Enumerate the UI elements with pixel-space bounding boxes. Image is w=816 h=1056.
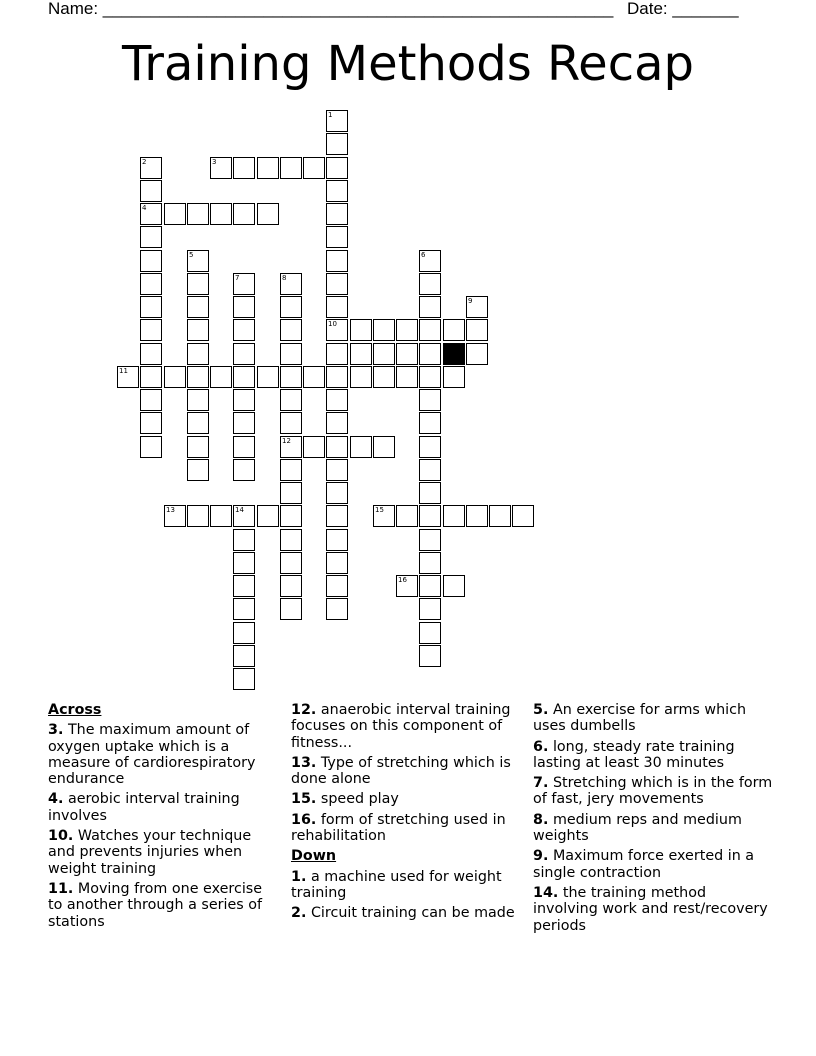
clue-number: 4. (48, 791, 64, 808)
grid-cell[interactable] (350, 436, 372, 458)
clue-number: 1. (291, 868, 307, 885)
grid-cell[interactable] (396, 319, 418, 341)
grid-cell[interactable] (280, 598, 302, 620)
grid-cell[interactable] (187, 250, 209, 272)
grid-cell[interactable] (140, 157, 162, 179)
grid-cell[interactable] (326, 575, 348, 597)
clue-text: Maximum force exerted in a single contraction (533, 848, 755, 881)
grid-cell[interactable] (443, 505, 465, 527)
cell-number: 2 (142, 158, 147, 166)
clue-number: 9. (533, 848, 549, 865)
black-cell (443, 343, 465, 365)
grid-cell[interactable] (419, 296, 441, 318)
grid-cell[interactable] (419, 319, 441, 341)
clue-number: 8. (533, 811, 549, 828)
grid-cell[interactable] (326, 482, 348, 504)
clue-text: anaerobic interval training focuses on this component of fitness... (291, 702, 511, 751)
grid-cell[interactable] (419, 343, 441, 365)
clue-text: a machine used for weight training (291, 868, 502, 901)
grid-cell[interactable] (280, 436, 302, 458)
clue-down-2 (291, 905, 523, 921)
clue-number: 5. (533, 702, 549, 718)
clue-number: 16. (291, 811, 317, 828)
grid-cell[interactable] (187, 436, 209, 458)
grid-cell[interactable] (326, 203, 348, 225)
grid-cell[interactable] (164, 203, 186, 225)
clue-across-15 (291, 791, 523, 807)
cell-number: 11 (119, 367, 128, 375)
grid-cell[interactable] (466, 319, 488, 341)
clue-text: Watches your technique and prevents injuries when weight training (48, 828, 252, 877)
grid-cell[interactable] (326, 133, 348, 155)
date-label: Date: (627, 0, 673, 18)
grid-cell[interactable] (303, 157, 325, 179)
grid-cell[interactable] (326, 412, 348, 434)
clue-down-5 (533, 702, 773, 735)
cell-number: 7 (235, 274, 240, 282)
grid-cell[interactable] (233, 598, 255, 620)
grid-cell[interactable] (187, 273, 209, 295)
grid-cell[interactable] (233, 157, 255, 179)
clue-column-2 (291, 702, 523, 926)
grid-cell[interactable] (187, 203, 209, 225)
across-heading: Across (48, 702, 102, 718)
grid-cell[interactable] (419, 436, 441, 458)
grid-cell[interactable] (164, 366, 186, 388)
grid-cell[interactable] (187, 412, 209, 434)
grid-cell[interactable] (164, 505, 186, 527)
page-title: Training Methods Recap (122, 36, 694, 92)
clue-number: 6. (533, 738, 549, 755)
cell-number: 4 (142, 204, 147, 212)
grid-cell[interactable] (280, 412, 302, 434)
clue-across-3 (48, 722, 280, 787)
cell-number: 12 (282, 437, 291, 445)
grid-cell[interactable] (280, 366, 302, 388)
grid-cell[interactable] (443, 366, 465, 388)
grid-cell[interactable] (257, 203, 279, 225)
grid-cell[interactable] (326, 157, 348, 179)
clue-text: Moving from one exercise to another through a series of stations (48, 880, 263, 930)
grid-cell[interactable] (326, 436, 348, 458)
name-label: Name: (48, 0, 103, 18)
grid-cell[interactable] (140, 319, 162, 341)
clue-across-10 (48, 828, 280, 877)
grid-cell[interactable] (280, 343, 302, 365)
grid-cell[interactable] (233, 459, 255, 481)
grid-cell[interactable] (419, 389, 441, 411)
grid-cell[interactable] (396, 343, 418, 365)
grid-cell[interactable] (373, 366, 395, 388)
grid-cell[interactable] (187, 319, 209, 341)
clue-number: 15. (291, 791, 317, 808)
clue-text: Stretching which is in the form of fast, jery movements (533, 775, 773, 808)
grid-cell[interactable] (233, 436, 255, 458)
clue-number: 10. (48, 828, 74, 845)
grid-cell[interactable] (419, 622, 441, 644)
grid-cell[interactable] (280, 296, 302, 318)
grid-cell[interactable] (187, 459, 209, 481)
grid-cell[interactable] (233, 389, 255, 411)
clue-text: Circuit training can be made (310, 905, 515, 922)
grid-cell[interactable] (512, 505, 534, 527)
down-heading: Down (291, 848, 337, 865)
grid-cell[interactable] (326, 389, 348, 411)
grid-cell[interactable] (257, 157, 279, 179)
grid-cell[interactable] (233, 575, 255, 597)
grid-cell[interactable] (373, 343, 395, 365)
clue-number: 7. (533, 775, 549, 792)
grid-cell[interactable] (326, 343, 348, 365)
grid-cell[interactable] (233, 668, 255, 690)
grid-cell[interactable] (303, 366, 325, 388)
clue-text: form of stretching used in rehabilitation (291, 811, 506, 845)
grid-cell[interactable] (140, 226, 162, 248)
grid-cell[interactable] (326, 598, 348, 620)
cell-number: 14 (235, 506, 244, 514)
cell-number: 1 (328, 111, 333, 119)
grid-cell[interactable] (419, 598, 441, 620)
clue-number: 3. (48, 722, 64, 739)
clue-text: the training method involving work and rest/recovery periods (533, 884, 768, 934)
clue-column-3 (533, 702, 773, 938)
grid-cell[interactable] (350, 366, 372, 388)
grid-cell[interactable] (233, 505, 255, 527)
grid-cell[interactable] (396, 366, 418, 388)
grid-cell[interactable] (373, 505, 395, 527)
grid-cell[interactable] (326, 459, 348, 481)
grid-cell[interactable] (140, 436, 162, 458)
grid-cell[interactable] (233, 296, 255, 318)
grid-cell[interactable] (326, 110, 348, 132)
grid-cell[interactable] (280, 505, 302, 527)
grid-cell[interactable] (326, 529, 348, 551)
grid-cell[interactable] (280, 273, 302, 295)
grid-cell[interactable] (233, 622, 255, 644)
grid-cell[interactable] (280, 482, 302, 504)
clue-across-11 (48, 881, 280, 930)
cell-number: 15 (375, 506, 384, 514)
grid-cell[interactable] (466, 343, 488, 365)
grid-cell[interactable] (396, 575, 418, 597)
grid-cell[interactable] (210, 366, 232, 388)
grid-cell[interactable] (233, 552, 255, 574)
grid-cell[interactable] (489, 505, 511, 527)
grid-cell[interactable] (443, 575, 465, 597)
grid-cell[interactable] (419, 552, 441, 574)
grid-cell[interactable] (233, 529, 255, 551)
grid-cell[interactable] (419, 250, 441, 272)
clue-text: Type of stretching which is done alone (291, 754, 511, 788)
clue-across-4 (48, 791, 280, 824)
clue-across-13 (291, 755, 523, 788)
grid-cell[interactable] (233, 645, 255, 667)
grid-cell[interactable] (419, 505, 441, 527)
grid-cell[interactable] (233, 366, 255, 388)
grid-cell[interactable] (326, 319, 348, 341)
clue-number: 2. (291, 905, 307, 922)
grid-cell[interactable] (419, 645, 441, 667)
clue-across-16 (291, 812, 523, 845)
grid-cell[interactable] (419, 366, 441, 388)
grid-cell[interactable] (140, 412, 162, 434)
grid-cell[interactable] (140, 389, 162, 411)
grid-cell[interactable] (280, 319, 302, 341)
grid-cell[interactable] (419, 412, 441, 434)
grid-cell[interactable] (280, 552, 302, 574)
grid-cell[interactable] (280, 529, 302, 551)
grid-cell[interactable] (326, 226, 348, 248)
grid-cell[interactable] (280, 575, 302, 597)
grid-cell[interactable] (140, 180, 162, 202)
clue-number: 11. (48, 880, 74, 897)
date-blank[interactable]: _______ (672, 0, 739, 18)
grid-cell[interactable] (210, 203, 232, 225)
clue-down-6 (533, 739, 773, 772)
clue-text: An exercise for arms which uses dumbells (533, 702, 747, 735)
cell-number: 10 (328, 320, 337, 328)
grid-cell[interactable] (326, 273, 348, 295)
grid-cell[interactable] (443, 319, 465, 341)
clue-number: 12. (291, 702, 317, 718)
clue-text: medium reps and medium weights (533, 811, 742, 845)
grid-cell[interactable] (233, 203, 255, 225)
grid-cell[interactable] (280, 157, 302, 179)
grid-cell[interactable] (233, 343, 255, 365)
grid-cell[interactable] (233, 319, 255, 341)
grid-cell[interactable] (280, 459, 302, 481)
grid-cell[interactable] (187, 343, 209, 365)
cell-number: 16 (398, 576, 407, 584)
grid-cell[interactable] (419, 273, 441, 295)
cell-number: 5 (189, 251, 194, 259)
grid-cell[interactable] (303, 436, 325, 458)
grid-cell[interactable] (326, 250, 348, 272)
clue-text: The maximum amount of oxygen uptake which is a measure of cardiorespiratory endurance (48, 722, 256, 788)
grid-cell[interactable] (326, 552, 348, 574)
grid-cell[interactable] (140, 296, 162, 318)
clue-across-12 (291, 702, 523, 751)
clue-text: aerobic interval training involves (48, 791, 240, 824)
grid-cell[interactable] (326, 505, 348, 527)
clue-down-14 (533, 885, 773, 934)
grid-cell[interactable] (117, 366, 139, 388)
clue-down-7 (533, 775, 773, 808)
cell-number: 8 (282, 274, 287, 282)
cell-number: 3 (212, 158, 217, 166)
grid-cell[interactable] (140, 343, 162, 365)
grid-cell[interactable] (140, 203, 162, 225)
grid-cell[interactable] (233, 412, 255, 434)
clue-number: 14. (533, 884, 559, 901)
grid-cell[interactable] (373, 319, 395, 341)
grid-cell[interactable] (140, 366, 162, 388)
grid-cell[interactable] (419, 482, 441, 504)
clue-number: 13. (291, 754, 317, 771)
clue-down-1 (291, 869, 523, 902)
cell-number: 9 (468, 297, 473, 305)
grid-cell[interactable] (350, 319, 372, 341)
clue-down-9 (533, 848, 773, 881)
grid-cell[interactable] (210, 505, 232, 527)
grid-cell[interactable] (373, 436, 395, 458)
grid-cell[interactable] (280, 389, 302, 411)
grid-cell[interactable] (210, 157, 232, 179)
grid-cell[interactable] (140, 250, 162, 272)
grid-cell[interactable] (257, 366, 279, 388)
grid-cell[interactable] (257, 505, 279, 527)
grid-cell[interactable] (187, 505, 209, 527)
name-blank[interactable]: ______________________________________________________ (102, 0, 614, 18)
grid-cell[interactable] (419, 529, 441, 551)
grid-cell[interactable] (233, 273, 255, 295)
grid-cell[interactable] (187, 296, 209, 318)
grid-cell[interactable] (350, 343, 372, 365)
grid-cell[interactable] (140, 273, 162, 295)
grid-cell[interactable] (419, 575, 441, 597)
clue-column-1 (48, 702, 280, 934)
cell-number: 13 (166, 506, 175, 514)
grid-cell[interactable] (187, 366, 209, 388)
cell-number: 6 (421, 251, 426, 259)
clue-text: long, steady rate training lasting at least 30 minutes (533, 738, 735, 771)
clue-down-8 (533, 812, 773, 845)
grid-cell[interactable] (187, 389, 209, 411)
grid-cell[interactable] (466, 505, 488, 527)
grid-cell[interactable] (326, 366, 348, 388)
grid-cell[interactable] (326, 296, 348, 318)
grid-cell[interactable] (396, 505, 418, 527)
grid-cell[interactable] (326, 180, 348, 202)
grid-cell[interactable] (419, 459, 441, 481)
grid-cell[interactable] (466, 296, 488, 318)
clue-text: speed play (320, 791, 399, 808)
